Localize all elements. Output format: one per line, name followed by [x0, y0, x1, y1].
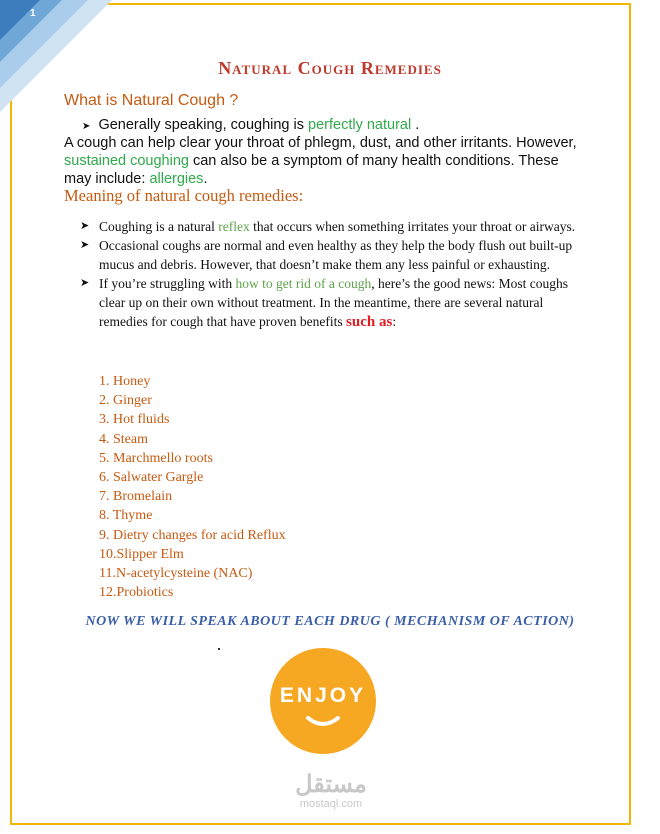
- list-item: 9. Dietry changes for acid Reflux: [99, 527, 286, 543]
- meaning-bullet-list: [80, 217, 580, 332]
- list-item: 8. Thyme: [99, 508, 153, 524]
- intro-bullet-text: Generally speaking, coughing is: [98, 117, 309, 133]
- watermark: [290, 772, 372, 810]
- bullet-arrow-icon: ➤: [80, 220, 90, 232]
- such-as-emphasis: such as: [346, 314, 393, 330]
- list-item: 5. Marchmello roots: [99, 450, 213, 466]
- list-item: 1. Honey: [99, 374, 151, 389]
- allergies-link: allergies: [149, 171, 204, 187]
- remedies-list: [99, 372, 286, 602]
- list-item: ➤ Coughing is a natural reflex that occurs when something irritates your throat or airways.: [80, 219, 576, 234]
- mechanism-heading: NOW WE WILL SPEAK ABOUT EACH DRUG ( MECHANISM OF ACTION): [85, 614, 575, 629]
- document-title: Natural Cough Remedies: [218, 58, 442, 78]
- list-item: 4. Steam: [99, 431, 148, 447]
- watermark-latin: mostaql.com: [299, 798, 363, 810]
- bullet-arrow-icon: ➤: [82, 121, 91, 132]
- list-item: 7. Bromelain: [99, 489, 173, 505]
- list-item: 6. Salwater Gargle: [99, 470, 204, 486]
- get-rid-of-cough-link: how to get rid of a cough: [235, 276, 372, 291]
- reflex-link: reflex: [218, 219, 250, 234]
- list-item: ➤ Occasional coughs are normal and even healthy as they help the body flush out built-up mucus and debris. However, that doesn’t make them any less painful or exhausting.: [80, 238, 573, 272]
- page-number: 1: [30, 8, 36, 19]
- list-item: 2. Ginger: [99, 393, 152, 409]
- intro-bullet-end: .: [411, 117, 420, 133]
- list-item: 3. Hot fluids: [99, 412, 170, 428]
- enjoy-logo-text: ENJOY: [279, 684, 367, 707]
- list-item: ➤ If you’re struggling with how to get rid of a cough, here’s the good news: Most coughs clear up on their own without treatment. In the meantime, there are several natural remedies for cough that have proven benefits such as:: [80, 276, 569, 330]
- list-item: 12.Probiotics: [99, 585, 174, 601]
- list-item: 10.Slipper Elm: [99, 546, 184, 562]
- bullet-arrow-icon: ➤: [80, 277, 90, 289]
- list-item: 11.N-acetylcysteine (NAC): [99, 566, 253, 582]
- watermark-arabic: مستقل: [295, 771, 367, 798]
- section-heading-meaning: Meaning of natural cough remedies:: [64, 186, 304, 205]
- sustained-coughing-link: sustained coughing: [64, 153, 189, 169]
- intro-bullet-link: perfectly natural: [308, 117, 412, 133]
- section-heading-what-is: What is Natural Cough ?: [64, 92, 239, 109]
- intro-paragraph: A cough can help clear your throat of phlegm, dust, and other irritants. However, sustained coughing can also be a symptom of many health conditions. These may include: allergies.: [64, 135, 577, 187]
- intro-bullet: [82, 116, 419, 136]
- enjoy-logo: [270, 648, 376, 754]
- stray-dot: [218, 648, 220, 650]
- bullet-arrow-icon: ➤: [80, 239, 90, 251]
